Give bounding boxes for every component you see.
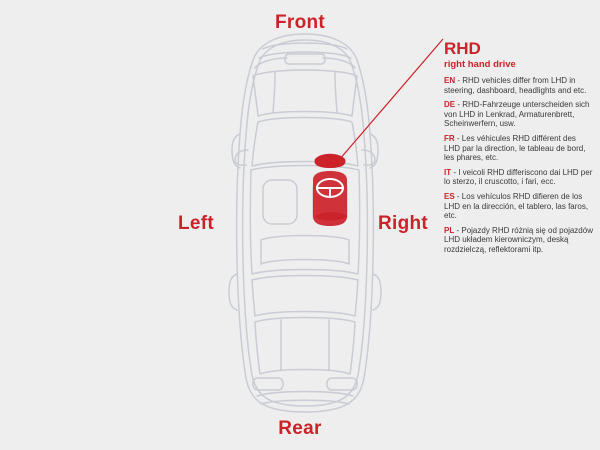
direction-label-rear: Rear [278, 418, 322, 439]
lang-text-fr: - Les véhicules RHD différent des LHD par la direction, le tableau de bord, les phares, etc. [444, 133, 586, 163]
lang-text-it: - I veicoli RHD differiscono dai LHD per lo sterzo, il cruscotto, i fari, ecc. [444, 167, 593, 187]
direction-label-right: Right [378, 213, 429, 234]
info-panel [444, 40, 594, 260]
lang-text-es: - Los vehículos RHD difieren de los LHD en la dirección, el tablero, las faros, etc. [444, 191, 589, 221]
lang-block-en [444, 76, 594, 95]
lang-code-pl: PL [444, 225, 455, 235]
lang-code-de: DE [444, 100, 456, 110]
lang-code-en: EN [444, 76, 456, 85]
lang-block-es [444, 192, 594, 221]
lang-block-pl [444, 226, 594, 255]
lang-code-it: IT [444, 167, 452, 177]
driver-area-highlight [313, 154, 347, 226]
info-subtitle: right hand drive [444, 59, 516, 70]
direction-label-front: Front [274, 12, 326, 33]
lang-code-fr: FR [444, 133, 455, 143]
info-title: RHD [444, 39, 481, 58]
lang-code-es: ES [444, 191, 455, 201]
lang-block-de [444, 100, 594, 129]
direction-label-left: Left [178, 213, 215, 234]
car-top-view-illustration [215, 30, 395, 420]
lang-block-fr [444, 134, 594, 163]
lang-block-it [444, 168, 594, 187]
lang-text-en: - RHD vehicles differ from LHD in steering, dashboard, headlights and etc. [444, 76, 587, 95]
lang-text-de: - RHD-Fahrzeuge unterscheiden sich von LHD in Lenkrad, Armaturenbrett, Scheinwerfern, usw. [444, 100, 590, 129]
lang-text-pl: - Pojazdy RHD różnią się od pojazdów LHD układem kierowniczym, deską rozdzielczą, reflektorami itp. [444, 225, 593, 254]
